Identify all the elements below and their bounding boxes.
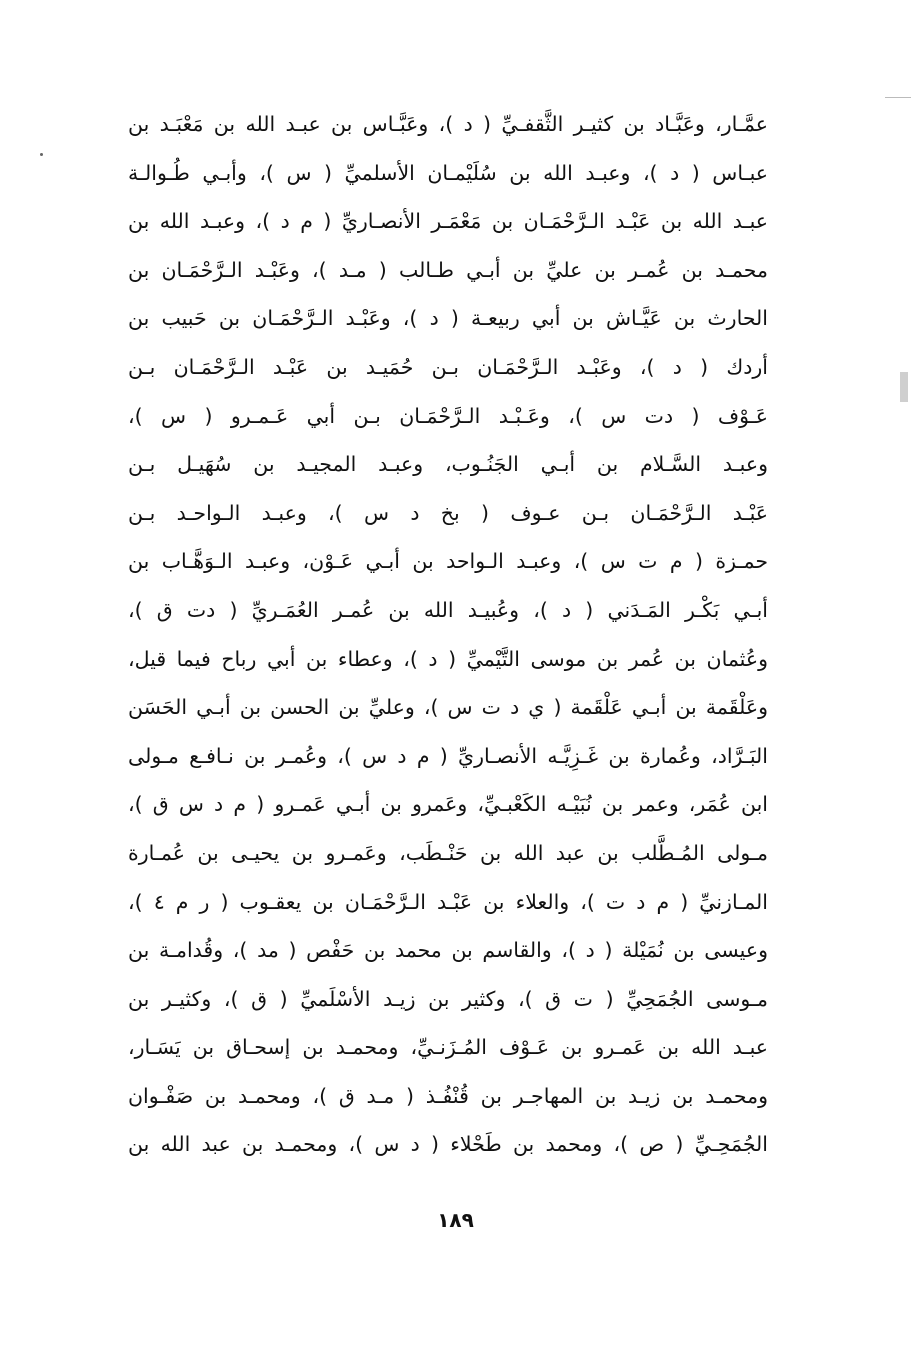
text-line: وعَلْقَمة بن أبـي عَلْقَمة ( ي د ت س )، وعليِّ بن الحسن بن أبـي الحَسَن (128, 695, 768, 720)
text-line: الحارث بن عَيَّـاش بن أبي ربيعـة ( د )، وعَبْـد الـرَّحْمَـان بن حَبيب بن (128, 306, 768, 331)
text-line: ابن عُمَر، وعمر بن نُبَيْـه الكَعْبـيِّ، وعَمرو بن أبـي عَمـرو ( م د س ق )، (128, 792, 768, 817)
text-line: عَبْـد الـرَّحْمَـان بـن عـوف ( بخ د س )، وعبـد الـواحـد بـن (128, 500, 768, 525)
text-line: عبـد الله بن عَمـرو بن عَـوْف المُـزَنـيِّ، ومحمـد بن إسحـاق بن يَسَـار، (128, 1035, 768, 1060)
text-line: مـولى المُـطَّلب بن عبد الله بن حَنْـطَب، وعَمـرو بن يحيـى بن عُمـارة (128, 840, 768, 865)
scan-edge-mark (885, 97, 911, 98)
text-line: عبـاس ( د )، وعبـد الله بن سُلَيْمـان الأسلميِّ ( س )، وأبـي طُـوالـة (128, 160, 768, 185)
scan-speck (40, 153, 43, 156)
text-line: عبـد الله بن عَبْـد الـرَّحْمَـان بن مَعْمَـر الأنصـاريِّ ( م د )، وعبـد الله بن (128, 209, 768, 234)
text-line: عَـوْف ( دت س )، وعَـبْـد الـرَّحْمَـان بـن أبي عَـمـرو ( س )، (128, 403, 768, 428)
text-line: أردك ( د )، وعَبْـد الـرَّحْمَـان بـن حُمَيـد بن عَبْـد الـرَّحْمَـان بـن (128, 354, 768, 379)
text-line: المـازنيِّ ( م د ت )، والعلاء بن عَبْـد الـرَّحْمَـان بن يعقـوب ( ر م ٤ )، (128, 889, 768, 914)
text-line: الجُمَحِـيِّ ( ص )، ومحمد بن طَحْلاء ( د س )، ومحمـد بن عبد الله بن (128, 1132, 768, 1157)
text-line: حمـزة ( م ت س )، وعبـد الـواحد بن أبـي عَـوْن، وعبـد الـوَهَّـاب بن (128, 549, 768, 574)
scan-edge-mark (900, 372, 908, 402)
text-line: وعيسى بن نُمَيْلة ( د )، والقاسم بن محمد بن حَفْص ( مد )، وقُدامـة بن (128, 938, 768, 963)
text-line: وعبـد السَّـلام بن أبـي الجَنُـوب، وعبـد المجيـد بن سُهَيـل بـن (128, 452, 768, 477)
page-number: ١٨٩ (437, 1208, 474, 1232)
text-line: أبـي بَكْـر المَـدَني ( د )، وعُبيـد الله بن عُمـر العُمَـريِّ ( دت ق )، (128, 597, 768, 622)
text-line: محمـد بن عُمـر بن عليِّ بن أبـي طـالب ( مـد )، وعَبْـد الـرَّحْمَـان بن (128, 257, 768, 282)
text-line: وعُثمان بن عُمر بن موسى التَّيْميِّ ( د )، وعطاء بن أبي رباح فيما قيل، (128, 646, 768, 671)
text-line: البَـرَّاد، وعُمارة بن غَـزِيَّـه الأنصـاريِّ ( م د س )، وعُمـر بن نـافـع مـولى (128, 743, 768, 768)
page-body (128, 100, 768, 1169)
text-line: ومحمـد بن زيـد بن المهاجـر بن قُنْفُـذ ( مـد ق )، ومحمـد بن صَفْـوان (128, 1083, 768, 1108)
text-line: مـوسى الجُمَحِيِّ ( ت ق )، وكثير بن زيـد الأسْلَميِّ ( ق )، وكثيـر بن (128, 986, 768, 1011)
text-line: عمَّـار، وعَبَّـاد بن كثيـر الثَّقفـيِّ ( د )، وعَبَّـاس بن عبـد الله بن مَعْبَـد بن (128, 112, 768, 136)
